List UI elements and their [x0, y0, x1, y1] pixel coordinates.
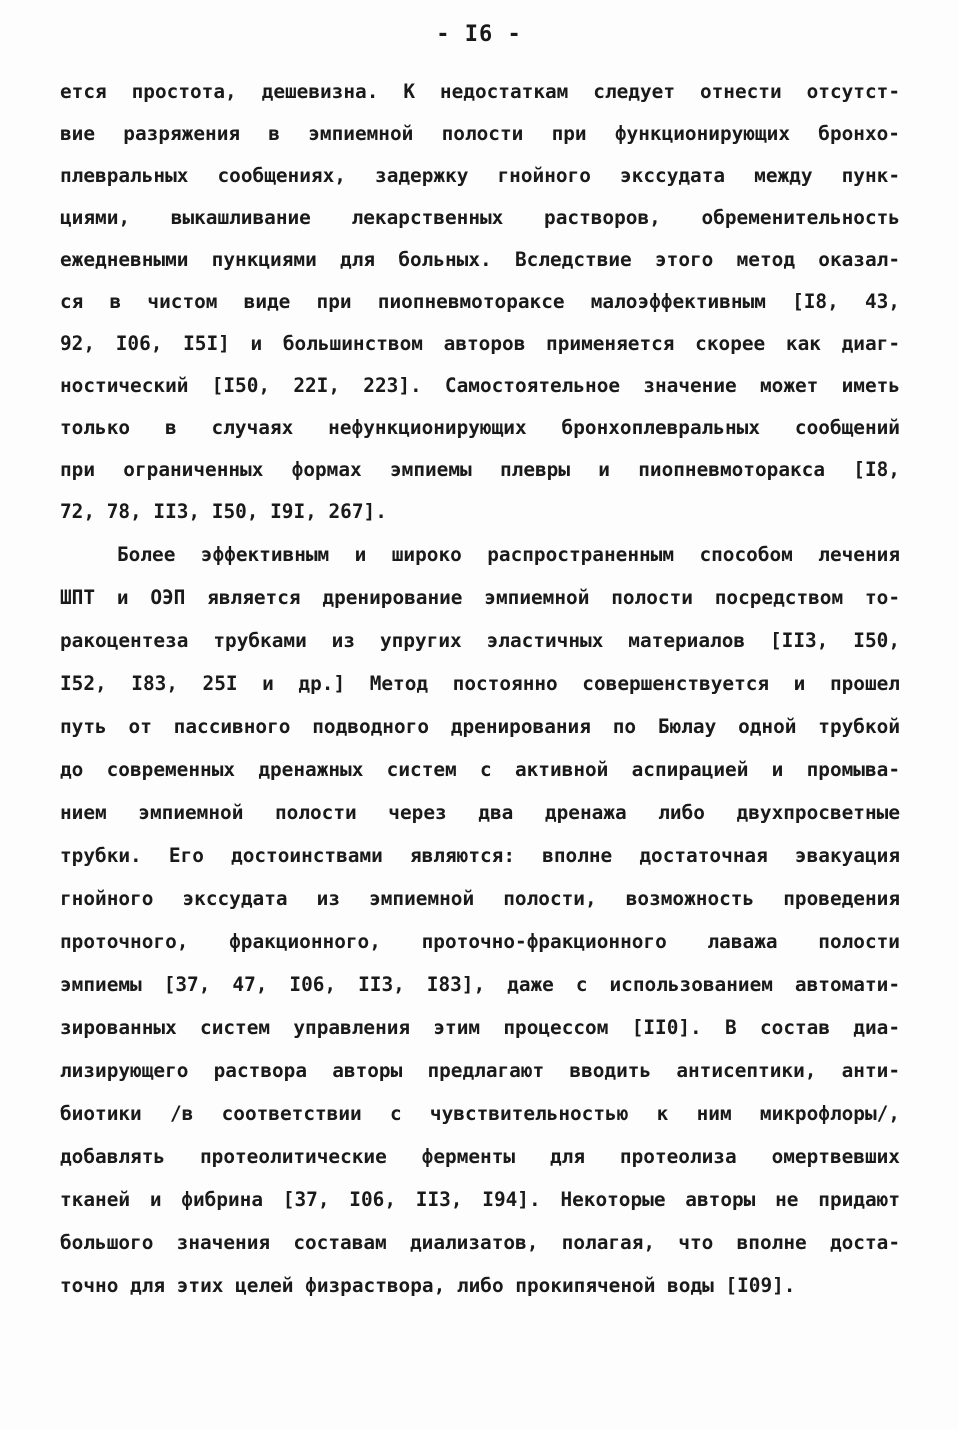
text-line: большого значения составам диализатов, полагая, что вполне доста- — [60, 1231, 900, 1254]
text-line: вие разряжения в эмпиемной полости при функционирующих бронхо- — [60, 122, 900, 145]
text-line: 72, 78, II3, I50, I9I, 267]. — [60, 500, 387, 523]
text-line: Более эффективным и широко распространенным способом лечения — [117, 543, 900, 566]
text-line: только в случаях нефункционирующих бронхоплевральных сообщений — [60, 416, 900, 439]
text-line: ракоцентеза трубками из упругих эластичных материалов [II3, I50, — [60, 629, 900, 652]
text-line: 92, I06, I5I] и большинством авторов применяется скорее как диаг- — [60, 332, 900, 355]
text-line: плевральных сообщениях, задержку гнойного экссудата между пунк- — [60, 164, 900, 187]
text-line: добавлять протеолитические ферменты для протеолиза омертвевших — [60, 1145, 900, 1168]
text-line: биотики /в соответствии с чувствительностью к ним микрофлоры/, — [60, 1102, 900, 1125]
text-line: гнойного экссудата из эмпиемной полости, возможность проведения — [60, 887, 900, 910]
text-line: ностический [I50, 22I, 223]. Самостоятельное значение может иметь — [60, 374, 900, 397]
page-number: - I6 - — [436, 22, 522, 47]
text-line: зированных систем управления этим процессом [II0]. В состав диа- — [60, 1016, 900, 1039]
text-line: точно для этих целей физраствора, либо прокипяченой воды [I09]. — [60, 1274, 796, 1297]
text-line: эмпиемы [37, 47, I06, II3, I83], даже с использованием автомати- — [60, 973, 900, 996]
text-line: ежедневными пункциями для больных. Вследствие этого метод оказал- — [60, 248, 900, 271]
text-line: тканей и фибрина [37, I06, II3, I94]. Некоторые авторы не придают — [60, 1188, 900, 1211]
text-line: I52, I83, 25I и др.] Метод постоянно совершенствуется и прошел — [60, 672, 900, 695]
text-line: лизирующего раствора авторы предлагают вводить антисептики, анти- — [60, 1059, 900, 1082]
text-line: при ограниченных формах эмпиемы плевры и пиопневмоторакса [I8, — [60, 458, 900, 481]
text-line: трубки. Его достоинствами являются: вполне достаточная эвакуация — [60, 844, 900, 867]
text-line: ся в чистом виде при пиопневмотораксе малоэффективным [I8, 43, — [60, 290, 900, 313]
text-line: циями, выкашливание лекарственных растворов, обременительность — [60, 206, 900, 229]
text-line: проточного, фракционного, проточно-фракционного лаважа полости — [60, 930, 900, 953]
text-line: до современных дренажных систем с активной аспирацией и промыва- — [60, 758, 900, 781]
text-line: ШПТ и ОЭП является дренирование эмпиемной полости посредством то- — [60, 586, 900, 609]
text-line: путь от пассивного подводного дренирования по Бюлау одной трубкой — [60, 715, 900, 738]
text-line: ется простота, дешевизна. К недостаткам следует отнести отсутст- — [60, 80, 900, 103]
text-line: нием эмпиемной полости через два дренажа либо двухпросветные — [60, 801, 900, 824]
